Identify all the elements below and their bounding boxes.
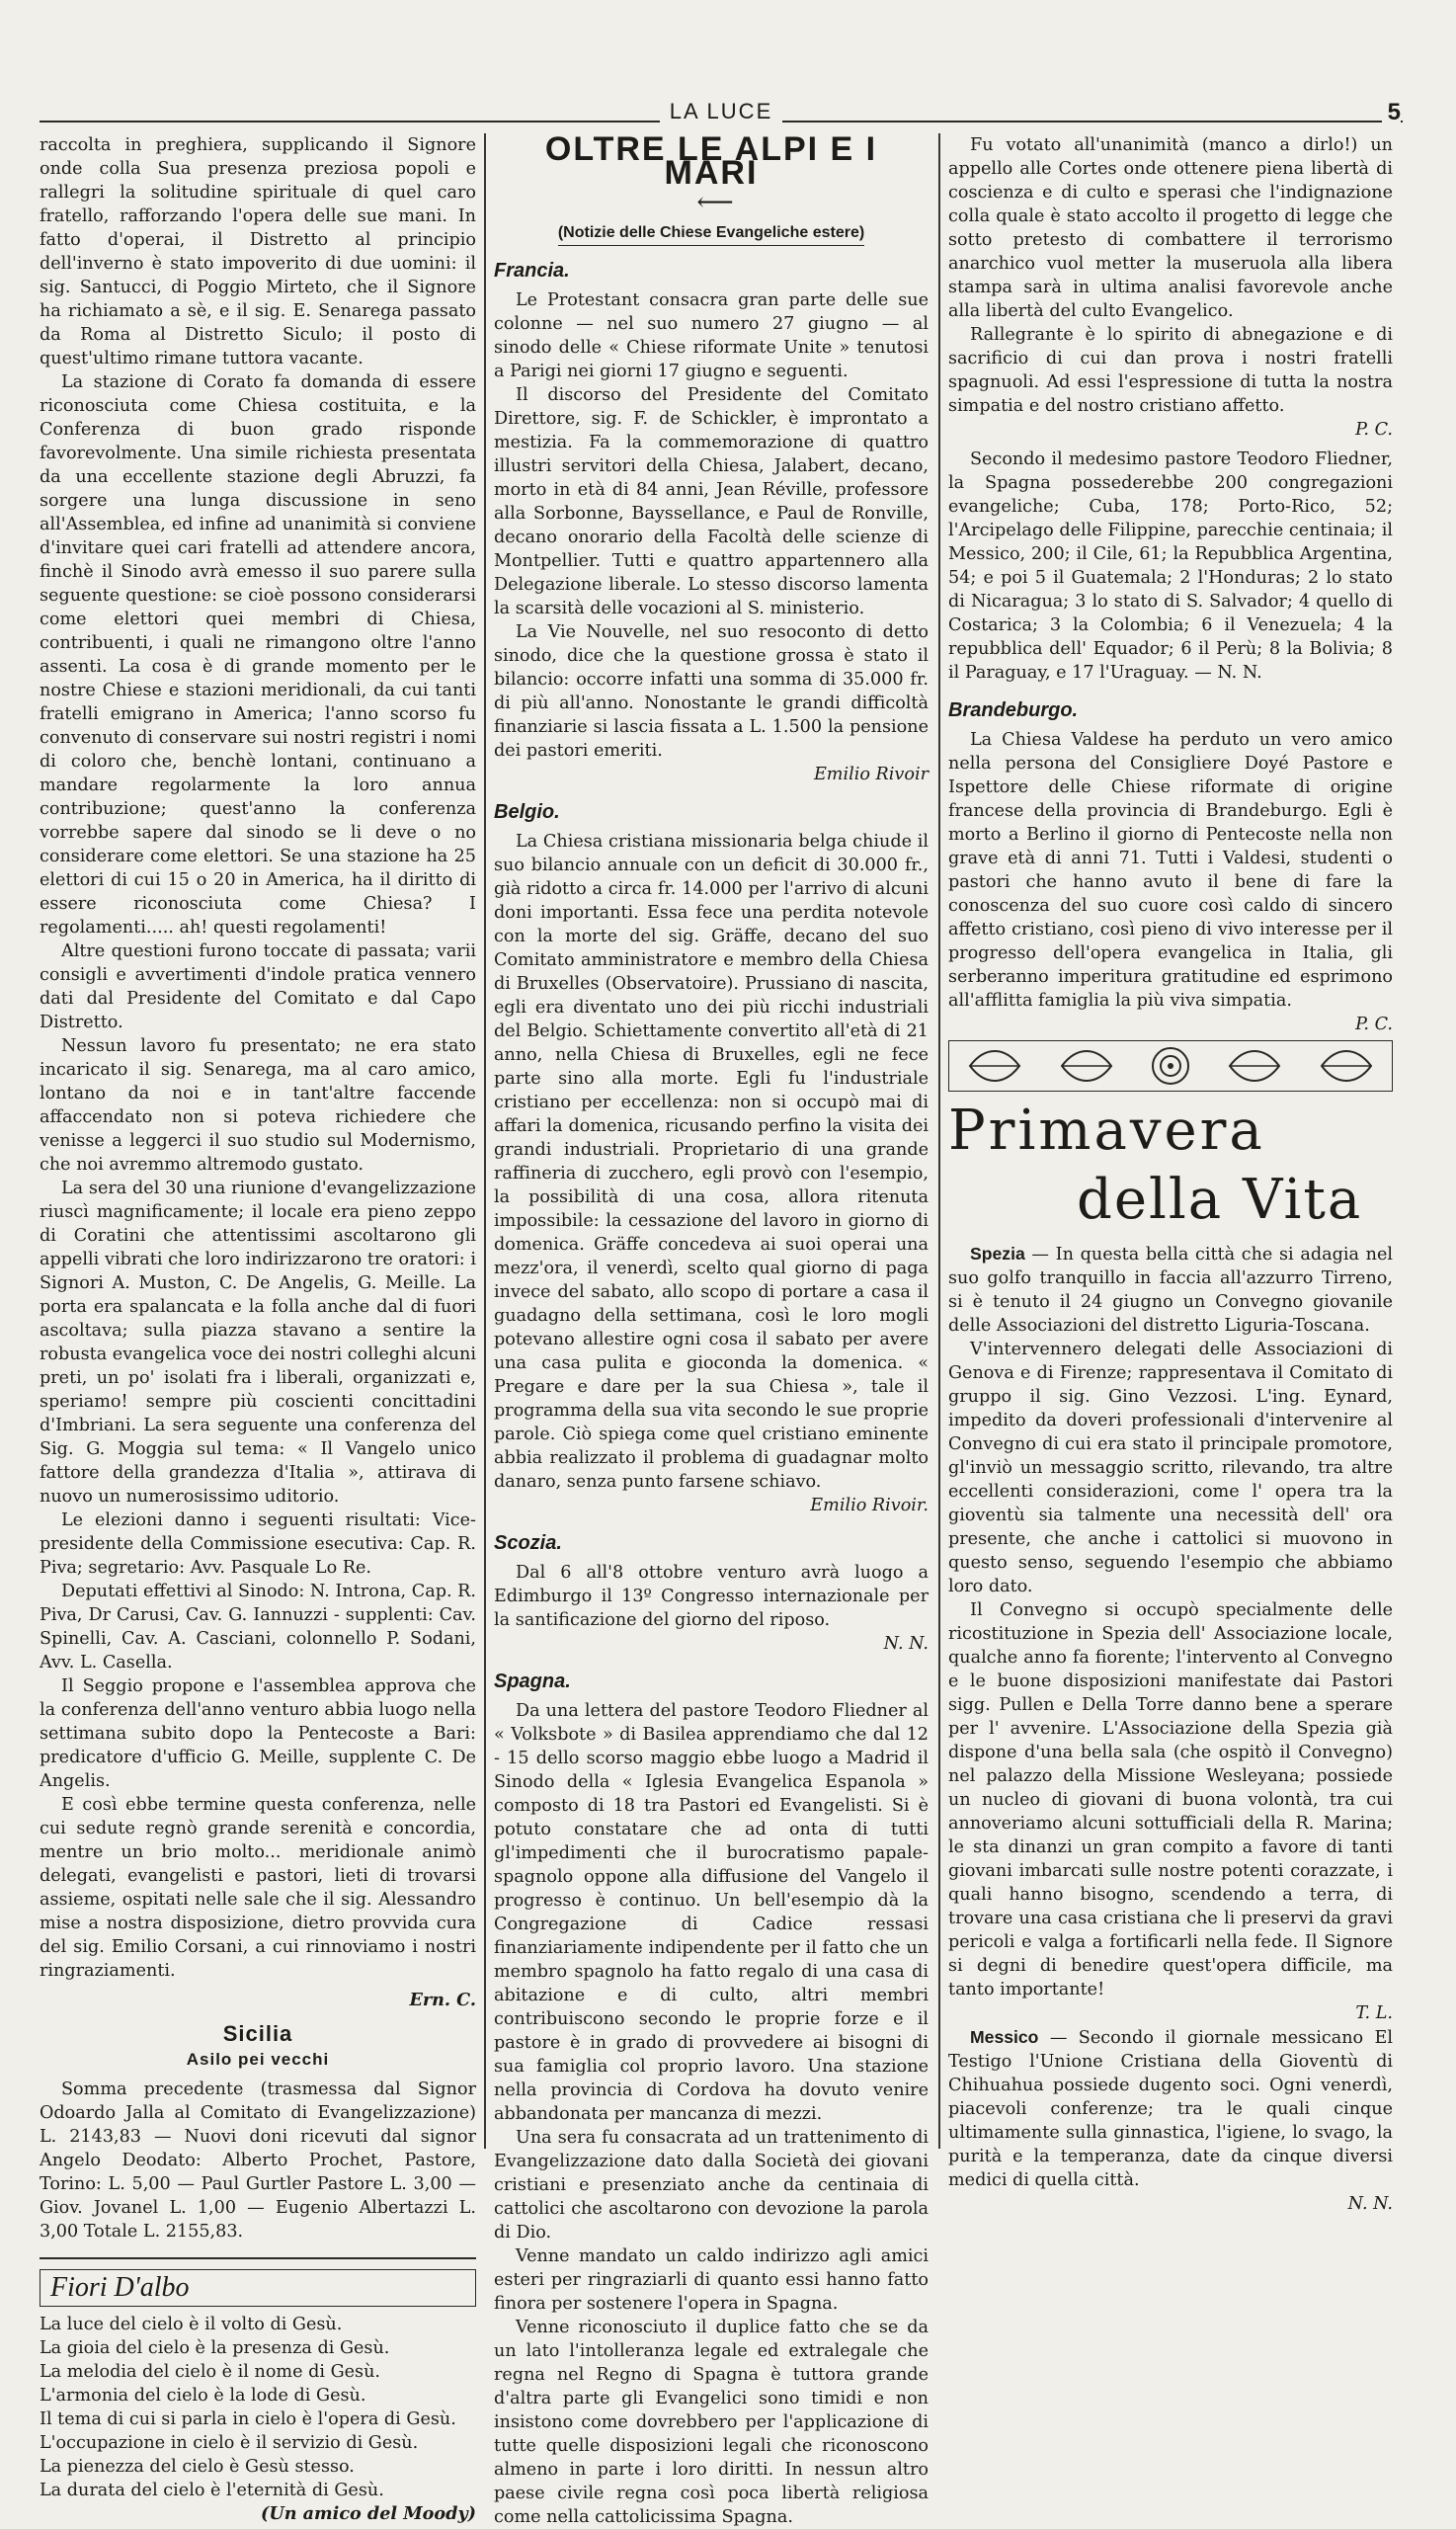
paragraph (948, 1242, 1393, 1338)
fiori-box (40, 2269, 476, 2307)
paragraph: Venne riconosciuto il duplice fatto che se da un lato l'intolleranza legale ed extralegale che regna nel Regno di Spagna è tuttora grande d'altra parte gli Evangelici sono timidi e non insistono come dovrebbero per l'applicazione di tutte quelle disposizioni legali che riconoscono almeno in parte i loro diritti. In nessun altro paese civile regna così poca libertà religiosa come nella cattolicissima Spagna. (494, 2318, 929, 2527)
paragraph: Fu votato all'unanimità (manco a dirlo!) un appello alle Cortes onde ottenere piena libertà di coscienza e di culto e sperasi che l'indignazione colla quale è stato accolto il progetto di legge che sotto pretesto di combattere il terrorismo anarchico vuol metter la museruola alla libera stampa sarà in ultima analisi favorevole anche alla libertà del culto Evangelico. (948, 135, 1393, 321)
column-3 (948, 133, 1393, 2216)
paragraph: La Chiesa Valdese ha perduto un vero amico nella persona del Consigliere Doyé Pastore e Ispettore delle Chiese riformate di origine francese della provincia di Brandeburgo. Egli è morto a Berlino il giorno di Pentecoste nella non grave età di anni 71. Tutti i Valdesi, studenti o pastori che hanno avuto il bene di fare la conoscenza del suo cuore così caldo di sincero affetto cristiano, così pieno di vivo interesse per il progresso dell'opera evangelica in Italia, gli serberanno imperitura gratitudine ed esprimono all'afflitta famiglia la più viva simpatia. (948, 730, 1393, 1011)
signature: N. N. (883, 1634, 929, 1654)
leaf-ornament-icon (1225, 1046, 1284, 1086)
paragraph: Il Convegno si occupò specialmente delle ricostituzione in Spezia dell' Associazione locale, qualche anno fa fiorente; l'intervento al Convegno e le buone disposizioni manifestate dai Pastori sigg. Pullen e Della Torre danno bene a sperare per l' avvenire. L'Associazione della Spezia già dispone d'una bella sala (che ospitò il Convegno) nel palazzo della Missione Wesleyana; possiede un nucleo di giovani di buona volontà, tra cui annoveriamo alcuni sottufficiali della R. Marina; le sta dinanzi un gran compito a favore di tanti giovani imbarcati sulle nostre potenti corazzate, i quali hanno bisogno, scendendo a terra, di trovare una casa cristiana che li preservi da gravi pericoli e valga a fortificarli nella fede. Il Signore si degni di benedire quest'opera difficile, ma tanto importante! (948, 1600, 1393, 1999)
section-title-sicilia: Sicilia (222, 2021, 293, 2046)
column-1 (40, 133, 476, 2526)
leaf-ornament-icon (1057, 1046, 1116, 1086)
column-divider-2 (938, 133, 940, 2149)
page-number: 5 (1382, 99, 1401, 126)
paragraph: raccolta in preghiera, supplicando il Signore onde colla Sua presenza preziosa popoli e rallegri la solitudine spirituale di quel caro fratello, rafforzando l'opera delle sue mani. In fatto d'operai, il Distretto al principio dell'inverno è stato impoverito di due uomini: il sig. Santucci, di Poggio Mirteto, che il Signore ha richiamato a sè, e il sig. E. Senarega passato da Roma al Distretto Siculo; il posto di quest'ultimo rimane tuttora vacante. (40, 135, 476, 368)
paragraph (948, 2025, 1393, 2192)
lead-messico: Messico (970, 2027, 1039, 2047)
poem-line: L'occupazione in cielo è il servizio di Gesù. (40, 2433, 419, 2453)
signature: N. N. (1347, 2194, 1393, 2214)
paragraph: Da una lettera del pastore Teodoro Fliedner al « Volksbote » di Basilea apprendiamo che dal 12 - 15 dello scorso maggio ebbe luogo a Madrid il Sinodo della « Iglesia Evangelica Espanola » composto di 18 tra Pastori ed Evangelisti. Si è potuto constatare che ad onta di tutti gl'impedimenti che il burocratismo papale-spagnolo oppone alla diffusione del Vangelo il progresso è continuo. Un bell'esempio dà la Congregazione di Cadice ressasi finanziariamente indipendente per il fatto che un membro spagnolo ha fatto regalo di una casa di abitazione e di culto, altri membri contribuiscono secondo le proprie forze e il pastore è in grado di provvedere ai bisogni di sua famiglia col proprio lavoro. Una stazione nella provincia di Cordova ha dovuto venire abbandonata per mancanza di mezzi. (494, 1701, 929, 2124)
heading-belgio: Belgio. (494, 801, 560, 823)
poem-line: La luce del cielo è il volto di Gesù. (40, 2315, 343, 2334)
paragraph: Secondo il medesimo pastore Teodoro Fliedner, la Spagna possederebbe 200 congregazioni evangeliche; Cuba, 178; Porto-Rico, 52; l'Arcipelago delle Filippine, parecchie centinaia; il Messico, 200; il Cile, 61; la Repubblica Argentina, 54; e poi 5 il Guatemala; 2 l'Honduras; 2 lo stato di Nicaragua; 3 lo stato di S. Salvador; 4 quello di Costarica; 3 la Colombia; 6 il Venezuela; 4 la repubblica dell' Equador; 6 il Perù; 8 la Bolivia; 8 il Paraguay, e 17 l'Uraguay. — N. N. (948, 449, 1393, 683)
paragraph: Una sera fu consacrata ad un trattenimento di Evangelizzazione dato dalla Società dei giovani cristiani e presenziato anche da centinaia di cattolici che ascoltarono con devozione la parola di Dio. (494, 2128, 929, 2243)
column-divider-1 (484, 133, 486, 2149)
section-subtitle: Asilo pei vecchi (186, 2050, 330, 2069)
paragraph: V'intervennero delegati delle Associazioni di Genova e di Firenze; rappresentava il Comitato di gruppo il sig. Gino Vezzosi. L'ing. Eynard, impedito da doveri professionali d'intervenire al Convegno di cui era stato il principale promotore, gl'inviò un messaggio scritto, rilevando, tra altre eccellenti considerazioni, come l' opera tra la gioventù sia talmente una necessità dell' ora presente, che anche i cattolici si muovono in questo senso, seguendo l'esempio che abbiamo loro dato. (948, 1340, 1393, 1596)
signature: P. C. (1355, 1015, 1393, 1034)
lead-spezia: Spezia (970, 1244, 1025, 1264)
paragraph: Le Protestant consacra gran parte delle sue colonne — nel suo numero 27 giugno — al sinodo delle « Chiese riformate Unite » tenutosi a Parigi nei giorni 17 giugno e seguenti. (494, 290, 929, 381)
paragraph: Le elezioni danno i seguenti risultati: Vice-presidente della Commissione esecutiva: Cap. R. Piva; segretario: Avv. Pasquale Lo Re. (40, 1510, 476, 1578)
poem-line: La durata del cielo è l'eternità di Gesù. (40, 2481, 384, 2500)
paragraph: Somma precedente (trasmessa dal Signor Odoardo Jalla al Comitato di Evangelizzazione) L. 2143,83 — Nuovi doni ricevuti dal signor Angelo Deodato: Alberto Prochet, Pastore, Torino: L. 5,00 — Paul Gurtler Pastore L. 3,00 — Giov. Jovanel L. 1,00 — Eugenio Albertazzi L. 3,00 Totale L. 2155,83. (40, 2080, 476, 2242)
heading-spagna: Spagna. (494, 1671, 571, 1692)
column-2 (494, 130, 929, 2529)
poem-line: La pienezza del cielo è Gesù stesso. (40, 2457, 355, 2477)
paragraph: Nessun lavoro fu presentato; ne era stato incaricato il sig. Senarega, ma al caro amico, lontano da noi e in tant'altre faccende affaccendato non si poteva richiedere che venisse a leggerci il suo studio sul Modernismo, che noi avremmo altremodo gustato. (40, 1036, 476, 1175)
signature: Emilio Rivoir (813, 765, 929, 784)
ornament-border (948, 1040, 1393, 1092)
section-title-fiori: Fiori D'albo (50, 2272, 190, 2303)
heading-primavera: Primavera (948, 1099, 1265, 1163)
paragraph: Dal 6 all'8 ottobre venturo avrà luogo a Edimburgo il 13º Congresso internazionale per la santificazione del giorno del riposo. (494, 1563, 929, 1630)
signature: Ern. C. (409, 1990, 476, 2010)
poem-line: L'armonia del cielo è la lode di Gesù. (40, 2386, 366, 2406)
divider (40, 2257, 476, 2259)
paragraph: Altre questioni furono toccate di passata; varii consigli e avvertimenti d'indole pratica vennero dati dal Presidente del Comitato e dal Capo Distretto. (40, 941, 476, 1032)
poem (40, 2313, 476, 2526)
leaf-ornament-icon (965, 1046, 1024, 1086)
poem-attribution: (Un amico del Moody) (261, 2503, 476, 2524)
paragraph: Venne mandato un caldo indirizzo agli amici esteri per ringraziarli di quanto essi hanno fatto finora per sostenere l'opera in Spagna. (494, 2246, 929, 2314)
poem-line: La melodia del cielo è il nome di Gesù. (40, 2362, 381, 2382)
paragraph-text: — In questa bella città che si adagia nel suo golfo tranquillo in faccia all'azzurro Tirreno, si è tenuto il 24 giugno un Convegno giovanile delle Associazioni del distretto Liguria-Toscana. (948, 1245, 1393, 1336)
banner-subtitle: (Notizie delle Chiese Evangeliche estere) (558, 224, 864, 246)
page-title: LA LUCE (40, 99, 1403, 124)
leaf-ornament-icon (1317, 1046, 1376, 1086)
poem-line: Il tema di cui si parla in cielo è l'opera di Gesù. (40, 2409, 456, 2429)
paragraph: La stazione di Corato fa domanda di essere riconosciuta come Chiesa costituita, e la Conferenza di buon grado risponde favorevolmente. Una simile richiesta presentata da una eccellente stazione degli Abruzzi, fa sorgere una lunga discussione in seno all'Assemblea, ed infine ad unanimità si conviene d'invitare quei cari fratelli ad attendere ancora, finchè il Sinodo avrà emesso il suo parere sulla seguente questione: se cioè possono considerarsi come elettori quei membri di Chiesa, contribuenti, i quali ne rimangono oltre l'anno assenti. La cosa è di grande momento per le nostre Chiese e stazioni meridionali, da cui tanti fratelli emigrano in America; l'anno scorso fu convenuto di conservare sui nostri registri i nomi di coloro che, benchè lontani, continuano a mandare regolarmente la loro annua contribuzione; quest'anno la conferenza vorrebbe sapere dal sinodo se li deve o no considerare come elettori. Se una stazione ha 25 elettori di cui 15 o 20 in America, ha il diritto di essere riconosciuta come Chiesa? I regolamenti..... ah! questi regolamenti! (40, 372, 476, 938)
heading-della-vita: della Vita (1077, 1168, 1363, 1232)
poem-line: La gioia del cielo è la presenza di Gesù. (40, 2338, 390, 2358)
arrow-icon: ⟵ (696, 188, 734, 217)
paragraph-text: — Secondo il giornale messicano El Testigo l'Unione Cristiana della Gioventù di Chihuahua possiede dugento soci. Ogni venerdì, piacevoli conferenze; tra le quali cinque ultimamente sulla ginnastica, l'igiene, lo svago, la purità e la temperanza, date da cinque diversi medici di quella città. (948, 2028, 1393, 2190)
heading-scozia: Scozia. (494, 1532, 562, 1554)
paragraph: Rallegrante è lo spirito di abnegazione e di sacrificio di cui dan prova i nostri fratelli spagnuoli. Ad essi l'espressione di tutta la nostra simpatia e del nostro cristiano affetto. (948, 325, 1393, 416)
paragraph: La Vie Nouvelle, nel suo resoconto di detto sinodo, dice che la questione grossa è stato il bilancio: occorre infatti una somma di 35.000 fr. di più all'anno. Nonostante le grandi difficoltà finanziarie si lascia fissata a L. 1.500 la pensione dei pastori emeriti. (494, 622, 929, 761)
signature: Emilio Rivoir. (810, 1496, 929, 1515)
signature: P. C. (1355, 420, 1393, 440)
signature: T. L. (1355, 2003, 1393, 2023)
paragraph: E così ebbe termine questa conferenza, nelle cui sedute regnò grande serenità e concordia, mentre un brio molto... meridionale animò delegati, evangelisti e pastori, lieti di trovarsi assieme, ospitati nelle sale che il sig. Alessandro mise a nostra disposizione, dietro provvida cura del sig. Emilio Corsani, a cui rinnoviamo i nostri ringraziamenti. (40, 1795, 476, 1981)
paragraph: Il Seggio propone e l'assemblea approva che la conferenza dell'anno venturo abbia luogo nella settimana subito dopo la Pentecoste a Bari: predicatore d'ufficio G. Meille, supplente C. De Angelis. (40, 1676, 476, 1791)
paragraph: La Chiesa cristiana missionaria belga chiude il suo bilancio annuale con un deficit di 30.000 fr., già ridotto a circa fr. 14.000 per l'arrivo di alcuni doni importanti. Essa fece una perdita notevole con la morte del sig. Gräffe, decano del suo Comitato amministratore e membro della Chiesa di Bruxelles (Observatoire). Prussiano di nascita, egli era diventato uno dei più ricchi industriali del Belgio. Schiettamente convertito all'età di 21 anno, nella Chiesa di Bruxelles, egli ne fece parte sino alla morte. Egli fu l'industriale cristiano per eccellenza: non si occupò mai di affari la domenica, ricusando perfino la visita dei grandi industriali. Proprietario di una grande raffineria di zucchero, egli provò con l'esempio, la possibilità di una cosa, allora ritenuta impossibile: la cessazione del lavoro in giorno di domenica. Gräffe concedeva ai suoi operai una mezz'ora, il venerdì, scelto qual giorno di paga invece del sabato, allo scopo di portare a casa il guadagno della settimana, così le loro mogli potevano allestire ogni cosa il sabato per avere una casa pulita e gioconda la domenica. « Pregare e dare per la sua Chiesa », tale il programma della sua vita secondo le sue proprie parole. Ciò spiega come quel cristiano eminente abbia realizzato il problema di guadagnar molto danaro, senza punto farsene schiavo. (494, 832, 929, 1492)
rosette-ornament-icon (1149, 1044, 1192, 1088)
banner (494, 130, 929, 245)
paragraph: La sera del 30 una riunione d'evangelizzazione riuscì magnificamente; il locale era pieno zeppo di Coratini che attentissimi ascoltarono gli appelli vibrati che loro indirizzarono tre oratori: i Signori A. Muston, C. De Angelis, G. Meille. La porta era spalancata e la folla anche dal di fuori ascoltava; sulla piazza stavano a sentire la robusta evangelica voce dei nostri colleghi alcuni preti, un po' isolati fra i liberali, organizzati e, speriamo! sempre più coscienti concittadini d'Imbriani. La sera seguente una conferenza del Sig. G. Moggia sul tema: « Il Vangelo unico fattore della grandezza d'Italia », attirava di nuovo un numerosissimo uditorio. (40, 1179, 476, 1507)
heading-francia: Francia. (494, 260, 570, 282)
paragraph: Deputati effettivi al Sinodo: N. Introna, Cap. R. Piva, Dr Carusi, Cav. G. Iannuzzi - supplenti: Cav. Spinelli, Cav. A. Casciani, colonnello P. Sodani, Avv. L. Casella. (40, 1582, 476, 1672)
paragraph: Il discorso del Presidente del Comitato Direttore, sig. F. de Schickler, è improntato a mestizia. Fa la commemorazione di quattro illustri servitori della Chiesa, Jalabert, decano, morto in età di 84 anni, Jean Réville, professore alla Sorbonne, Bayssellance, e Paul de Ronville, decano onorario della Facoltà delle scienze di Montpellier. Tutti e quattro appartennero alla Delegazione liberale. Lo stesso discorso lamenta la scarsità delle vocazioni al S. ministerio. (494, 385, 929, 618)
heading-brandeburgo: Brandeburgo. (948, 699, 1079, 721)
banner-title: OLTRE LE ALPI E I MARI (544, 130, 878, 192)
